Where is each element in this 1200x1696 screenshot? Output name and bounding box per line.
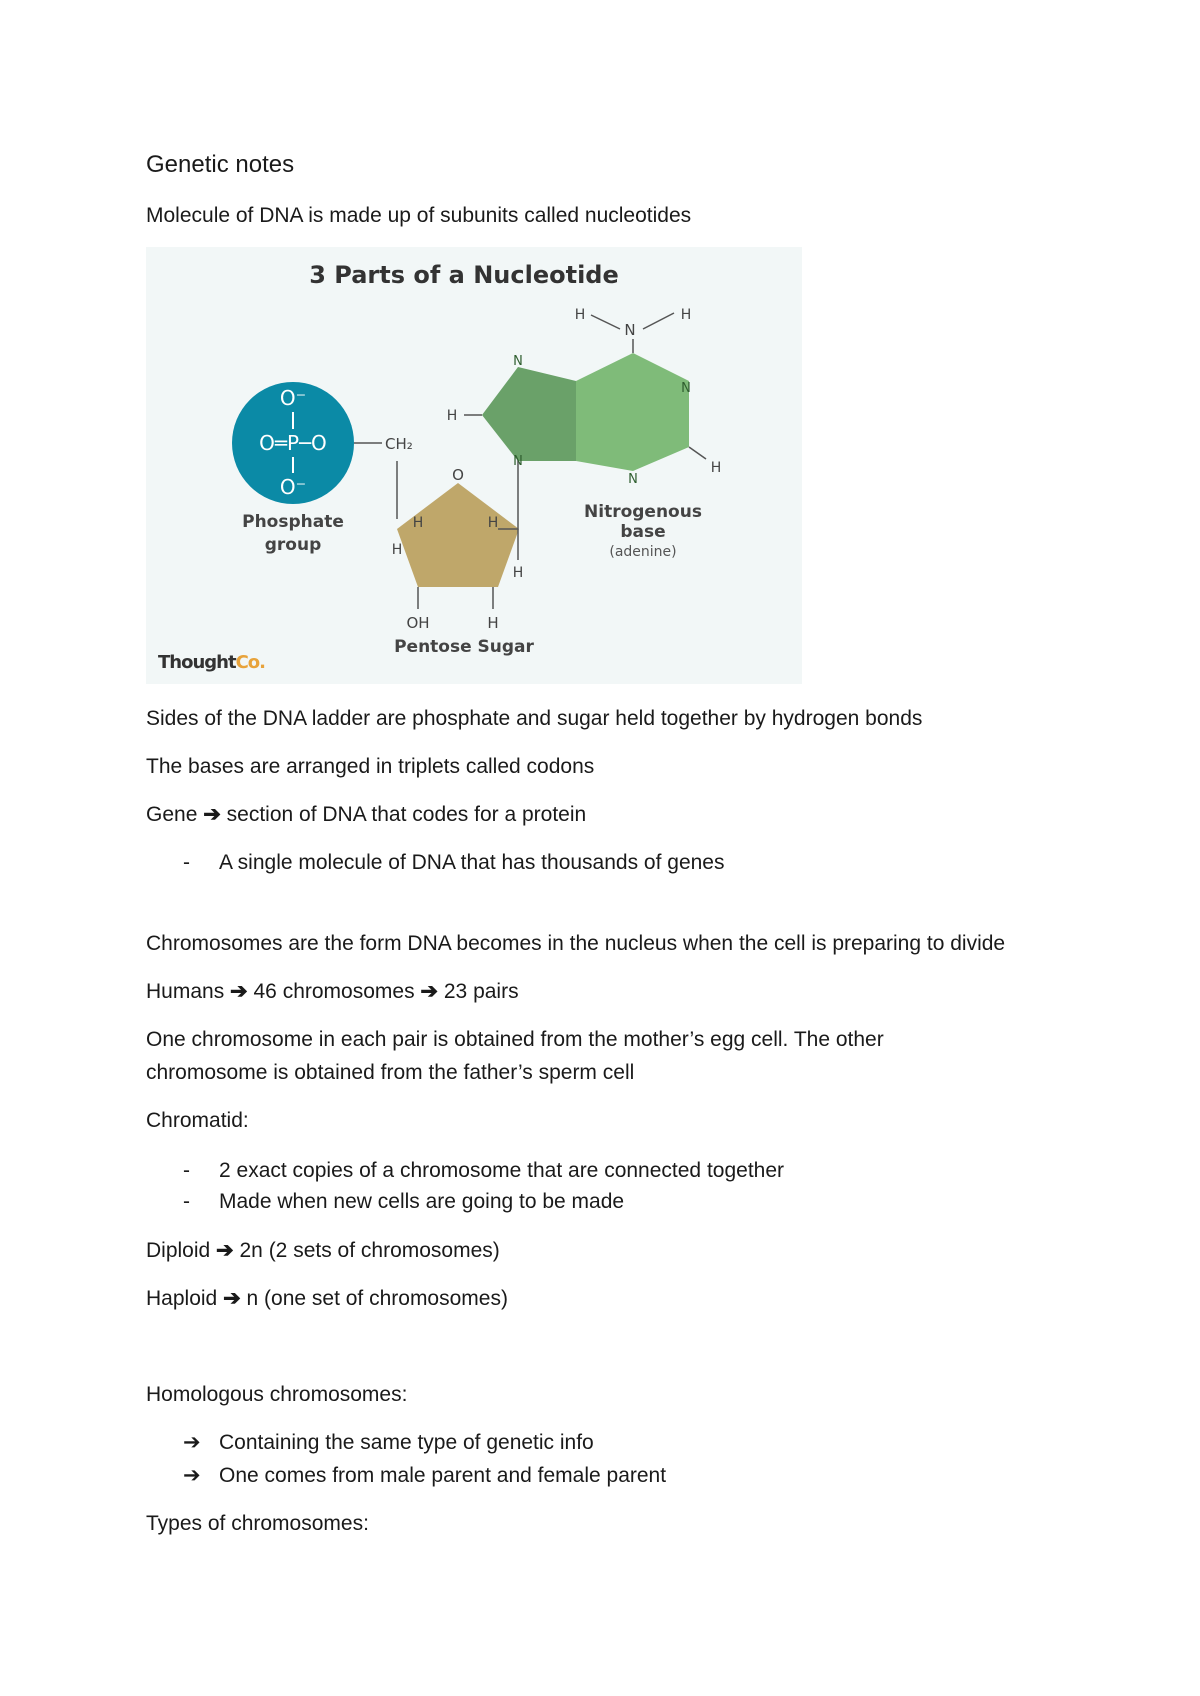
sugar-label: Pentose Sugar xyxy=(394,637,534,657)
humans-label: Humans xyxy=(146,980,225,1003)
gene-bullet: A single molecule of DNA that has thousands of genes xyxy=(219,851,725,874)
gene-definition: section of DNA that codes for a protein xyxy=(226,803,587,826)
base-h-left: H xyxy=(446,408,458,424)
codons-line: The bases are arranged in triplets called codons xyxy=(146,755,595,778)
phosphate-o-top: O⁻ xyxy=(279,386,307,410)
haploid-def: n (one set of chromosomes) xyxy=(246,1287,508,1310)
phosphate-middle: O═P─O xyxy=(259,431,327,455)
dash-icon: - xyxy=(183,1190,190,1213)
logo-part-b: Co. xyxy=(235,652,265,673)
humans-line xyxy=(146,979,519,1005)
sugar-h-right-inner: H xyxy=(487,515,499,531)
logo-part-a: Thought xyxy=(158,652,236,673)
amino-h-left: H xyxy=(574,307,586,323)
base-five-ring xyxy=(482,367,576,461)
humans-chromosomes: 46 chromosomes xyxy=(253,980,415,1003)
phosphate-label-2: group xyxy=(264,535,322,555)
gene-label: Gene xyxy=(146,803,198,826)
sugar-h-bottom: H xyxy=(487,614,499,632)
haploid-line xyxy=(146,1286,508,1312)
pair-line-2: chromosome is obtained from the father’s sperm cell xyxy=(146,1061,635,1084)
amino-h-right-bond xyxy=(643,313,674,329)
types-heading: Types of chromosomes: xyxy=(146,1512,369,1535)
arrow-icon: ➔ xyxy=(183,1464,201,1487)
amino-h-right: H xyxy=(680,307,692,323)
chromatid-bullet-2: Made when new cells are going to be made xyxy=(219,1190,625,1213)
sugar-h-left-outer: H xyxy=(391,542,403,558)
sugar-o-label: O xyxy=(452,466,464,484)
nucleotide-diagram xyxy=(146,247,802,684)
arrow-icon: ➔ xyxy=(420,980,439,1003)
diploid-label: Diploid xyxy=(146,1239,211,1262)
base-h-right-bond xyxy=(689,447,706,459)
humans-pairs: 23 pairs xyxy=(443,980,519,1003)
base-six-ring xyxy=(576,353,689,471)
document-title: Genetic notes xyxy=(146,151,295,178)
chromosomes-line: Chromosomes are the form DNA becomes in the nucleus when the cell is preparing to divide xyxy=(146,932,1006,955)
sugar-h-left-inner: H xyxy=(412,515,424,531)
arrow-icon: ➔ xyxy=(183,1431,201,1454)
arrow-icon: ➔ xyxy=(223,1287,241,1310)
gene-line xyxy=(146,802,586,828)
phosphate-o-bottom: O⁻ xyxy=(279,475,307,499)
arrow-icon: ➔ xyxy=(216,1239,234,1262)
sugar-oh-label: OH xyxy=(406,614,430,632)
pair-line-1: One chromosome in each pair is obtained from the mother’s egg cell. The other xyxy=(146,1028,884,1051)
base-n-4: N xyxy=(628,472,638,487)
base-label-1: Nitrogenous xyxy=(584,502,702,522)
chromatid-bullet-1: 2 exact copies of a chromosome that are connected together xyxy=(219,1159,785,1182)
amino-h-left-bond xyxy=(591,315,620,329)
amino-n: N xyxy=(624,321,636,339)
figure-title: 3 Parts of a Nucleotide xyxy=(309,261,619,289)
arrow-icon: ➔ xyxy=(230,980,248,1003)
base-h-right: H xyxy=(710,460,722,476)
homologous-heading: Homologous chromosomes: xyxy=(146,1383,408,1406)
base-label-2: base xyxy=(620,522,666,542)
ch2-label: CH₂ xyxy=(385,435,413,453)
dash-icon: - xyxy=(183,1159,190,1182)
intro-line: Molecule of DNA is made up of subunits called nucleotides xyxy=(146,204,692,227)
base-n-2: N xyxy=(513,454,523,469)
chromatid-heading: Chromatid: xyxy=(146,1109,249,1132)
haploid-label: Haploid xyxy=(146,1287,218,1310)
logo-text xyxy=(158,652,265,673)
sugar-pentagon xyxy=(397,483,519,587)
dash-icon: - xyxy=(183,851,190,874)
sides-line: Sides of the DNA ladder are phosphate and sugar held together by hydrogen bonds xyxy=(146,707,923,730)
homologous-bullet-1: Containing the same type of genetic info xyxy=(219,1431,594,1454)
nucleotide-figure xyxy=(146,247,802,684)
base-label-3: (adenine) xyxy=(609,544,677,560)
phosphate-label-1: Phosphate xyxy=(242,512,344,532)
base-n-3: N xyxy=(681,381,691,396)
diploid-line xyxy=(146,1238,500,1264)
base-n-1: N xyxy=(513,354,523,369)
arrow-icon: ➔ xyxy=(203,803,221,826)
base-h-under: H xyxy=(512,565,524,581)
diploid-def: 2n (2 sets of chromosomes) xyxy=(239,1239,500,1262)
homologous-bullet-2: One comes from male parent and female parent xyxy=(219,1464,667,1487)
